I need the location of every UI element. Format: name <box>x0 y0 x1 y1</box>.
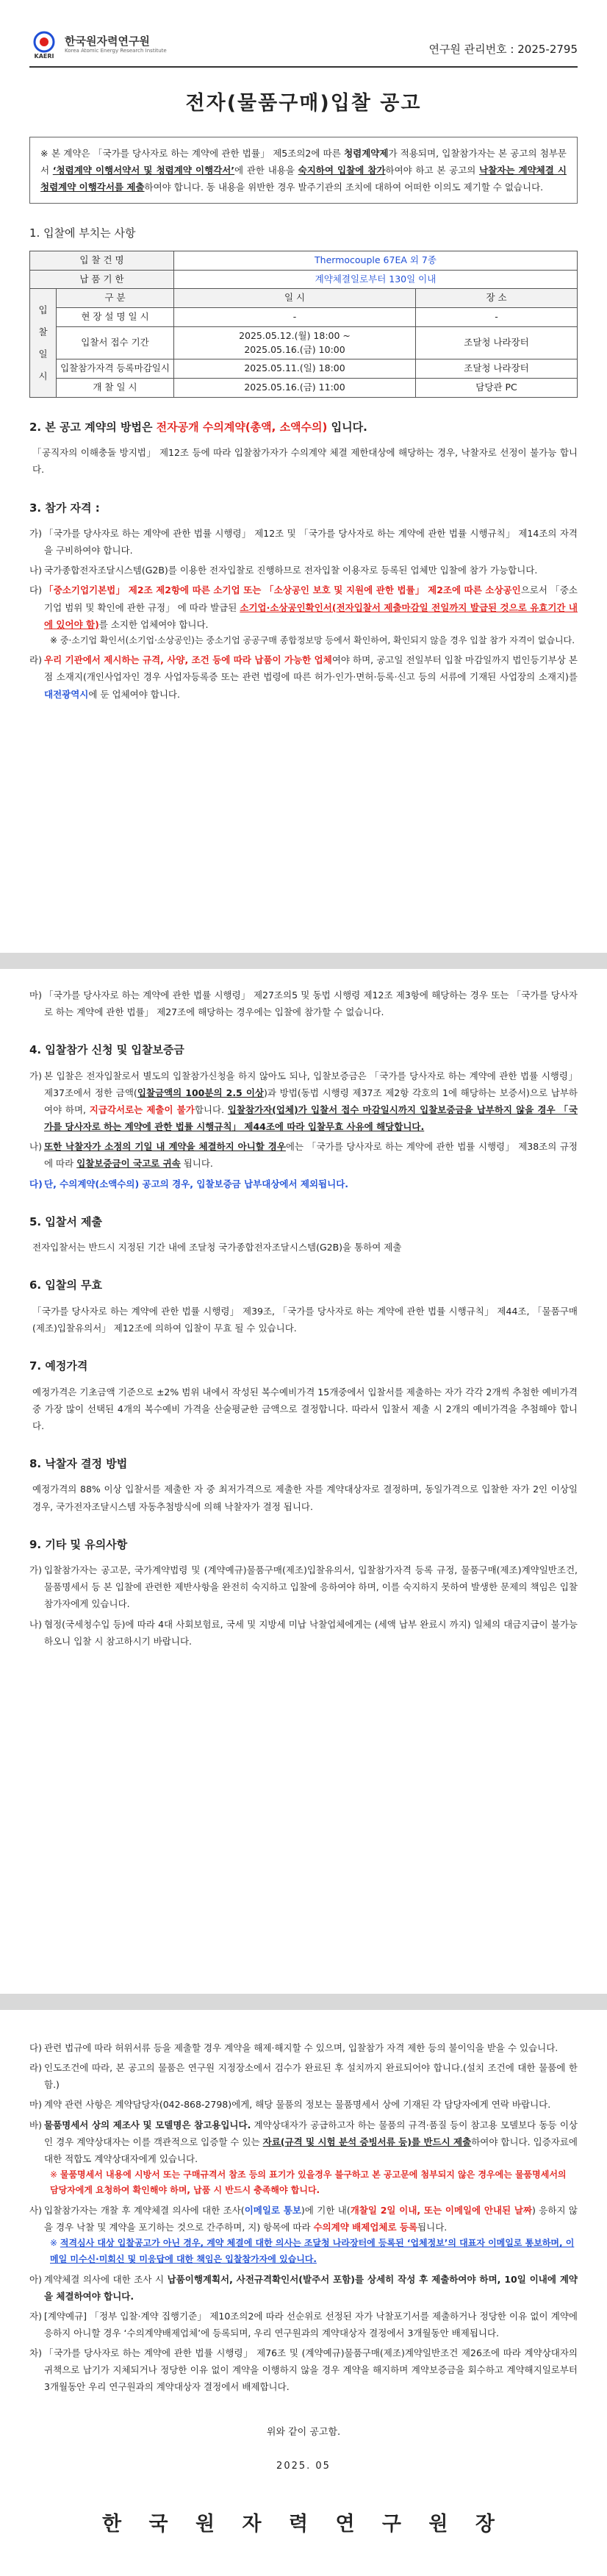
management-number: 연구원 관리번호 : 2025-2795 <box>428 42 578 56</box>
list-item: 자) [계약예규] 「정부 입찰·계약 집행기준」 제10조의2에 따라 선순위로 선정된 자가 낙찰포기서를 제출하거나 정당한 이유 없이 계약에 응하지 아니할 경우 ‘수의계약배제업체’에 등록되며, 우리 연구원과의 계약대상자 결정에서 3개월동안 배제됩니다. <box>29 2310 578 2339</box>
section-3-heading: 3. 참가 자격 : <box>29 501 100 515</box>
list-item: 다) 관련 법규에 따라 허위서류 등을 제출할 경우 계약을 해제·해지할 수 있으며, 입찰참가 자격 제한 등의 불이익을 받을 수 있습니다. <box>29 2042 558 2053</box>
bid-schedule-side-label: 입찰일시 <box>30 289 57 398</box>
list-item: 마) 「국가를 당사자로 하는 계약에 관한 법률 시행령」 제27조의5 및 동법 시행령 제12조 제3항에 해당하는 경우 또는 「국가를 당사자로 하는 계약에 관한 법률」 제27조에 해당하는 경우에는 입찰에 참가할 수 없습니다. <box>29 990 578 1018</box>
section-7-body: 예정가격은 기초금액 기준으로 ±2% 범위 내에서 작성된 복수예비가격 15개중에서 입찰서를 제출하는 자가 각각 2개씩 추첨한 예비가격 중 가장 많이 선택된 4개의 복수예비 가격을 산술평균한 금액으로 결정합니다. 따라서 입찰서 제출 시 2개의 예비가격을 추첨해야 합니다. <box>32 1386 578 1431</box>
section-6-heading: 6. 입찰의 무효 <box>29 1278 103 1292</box>
list-item: 가) 입찰참가자는 공고문, 국가계약법령 및 (계약예규)물품구매(제조)입찰유의서, 입찰참가자격 등록 규정, 물품구매(제조)계약일반조건, 물품명세서 등 본 입찰에 관련한 제반사항을 완전히 숙지하고 입찰에 응하여야 하며, 이를 숙지하지 못하여 발생한 문제의 책임은 입찰 참가자에게 있습니다. <box>29 1564 578 1610</box>
page-separator <box>0 953 607 969</box>
list-item: 마) 계약 관련 사항은 계약담당자(042-868-2798)에게, 해당 물품의 정보는 물품명세서 상에 기재된 각 담당자에게 연락 바랍니다. <box>29 2099 551 2111</box>
list-item: 가) 「국가를 당사자로 하는 계약에 관한 법률 시행령」 제12조 및 「국가를 당사자로 하는 계약에 관한 법률 시행규칙」 제14조의 자격을 구비하여야 합니다. <box>29 528 578 557</box>
kaeri-logo-icon <box>29 29 59 59</box>
page-title: 전자(물품구매)입찰 공고 <box>185 92 422 115</box>
list-item: 차) 「국가를 당사자로 하는 계약에 관한 법률 시행령」 제76조 및 (계약예규)물품구매(제조)계약일반조건 제26조에 따라 계약상대자의 귀책으로 납기가 지체되거나 정당한 이유 없이 계약을 이행하지 않을 경우 계약을 해지하며 계약보증금을 회수하고 계약해지일로부터 3개월동안 우리 연구원과의 계약대상자 결정에서 배제합니다. <box>29 2347 578 2393</box>
document-header <box>29 29 578 68</box>
section-4-heading: 4. 입찰참가 신청 및 입찰보증금 <box>29 1043 184 1057</box>
section-7-heading: 7. 예정가격 <box>29 1359 88 1373</box>
list-note: ※ 중·소기업 확인서(소기업·소상공인)는 중소기업 공공구매 종합정보망 등에서 확인하여, 확인되지 않을 경우 입찰 참가 자격이 없습니다. <box>50 634 575 645</box>
schedule-row: 입찰참가자격 등록마감일시 2025.05.11.(일) 18:00 조달청 나라장터 <box>30 359 578 379</box>
list-item: 나) 국가종합전자조달시스템(G2B)를 이용한 전자입찰로 진행하므로 전자입찰 이용자로 등록된 업체만 입찰에 참가 가능합니다. <box>29 565 538 576</box>
schedule-row: 개 찰 일 시 2025.05.16.(금) 11:00 담당관 PC <box>30 379 578 398</box>
notice-date: 2025. 05 <box>276 2461 331 2472</box>
list-item: 라) 우리 기관에서 제시하는 규격, 사양, 조건 등에 따라 납품이 가능한 업체여야 하며, 공고일 전일부터 입찰 마감일까지 법인등기부상 본점 소재지(개인사업자인 경우 사업자등록증 또는 관련 법령에 따른 허가·인가·면허·등록·신고 등의 서류에 기재된 사업장의 소재지)를 대전광역시에 둔 업체여야 합니다. <box>29 654 578 700</box>
list-item: 나) 협정(국세청수입 등)에 따라 4대 사회보험료, 국세 및 지방세 미납 낙찰업체에게는 (세액 납부 완료시 까지) 일체의 대금지급이 불가능하오니 입찰 시 참고하시기 바랍니다. <box>29 1618 578 1647</box>
section-8-heading: 8. 낙찰자 결정 방법 <box>29 1456 128 1470</box>
org-logo <box>29 29 167 59</box>
section-2-heading: 2. 본 공고 계약의 방법은 전자공개 수의계약(총액, 소액수의) 입니다. <box>29 420 367 434</box>
list-item: 나) 또한 낙찰자가 소정의 기일 내 계약을 체결하지 아니할 경우에는 「국가를 당사자로 하는 계약에 관한 법률 시행령」 제38조의 규정에 따라 입찰보증금이 국고로 귀속 됩니다. <box>29 1141 578 1170</box>
list-note: ※ 적격심사 대상 입찰공고가 아닌 경우, 계약 체결에 대한 의사는 조달청 나라장터에 등록된 ‘업체정보’의 대표자 이메일로 통보하며, 이메일 미수신·미회신 및 미응답에 대한 책임은 입찰참가자에 있습니다. <box>50 2238 575 2264</box>
page-3 <box>0 2010 607 2576</box>
section-1-heading: 1. 입찰에 부치는 사항 <box>29 226 136 240</box>
list-item: 가) 본 입찰은 전자입찰로서 별도의 입찰참가신청을 하지 않아도 되나, 입찰보증금은 「국가를 당사자로 하는 계약에 관한 법률 시행령」 제37조에서 정한 금액(입찰금액의 100분의 2.5 이상)과 방법(동법 시행령 제37조 제2항 각호의 1에 해당하는 보증서)으로 납부하여야 하며, 지급각서로는 제출이 불가합니다. 입찰참가자(업체)가 입찰서 접수 마감일시까지 입찰보증금을 납부하지 않을 경우 「국가를 당사자로 하는 계약에 관한 법률 시행규칙」 제44조에 따라 입찰무효 사유에 해당합니다. <box>29 1070 578 1133</box>
signer: 한 국 원 자 력 연 구 원 장 <box>102 2512 505 2536</box>
schedule-row: 현 장 설 명 일 시 - - <box>30 308 578 327</box>
org-name-en: Korea Atomic Energy Research Institute <box>65 47 167 54</box>
closing-text: 위와 같이 공고함. <box>266 2427 341 2439</box>
page-separator <box>0 1994 607 2010</box>
section-5-body: 전자입찰서는 반드시 지정된 기간 내에 조달청 국가종합전자조달시스템(G2B)을 통하여 제출 <box>32 1242 402 1253</box>
list-item: 다) 단, 수의계약(소액수의) 공고의 경우, 입찰보증금 납부대상에서 제외됩니다. <box>29 1178 349 1189</box>
list-item: 다) 「중소기업기본법」 제2조 제2항에 따른 소기업 또는 「소상공인 보호 및 지원에 관한 법률」 제2조에 따른 소상공인으로서 「중소기업 범위 및 확인에 관한 규정」 에 따라 발급된 소기업·소상공인확인서(전자입찰서 제출마감일 전일까지 발급된 것으로 유효기간 내에 있어야 함)를 소지한 업체여야 합니다. <box>29 584 578 630</box>
section-2-body: 「공직자의 이해충돌 방지법」 제12조 등에 따라 입찰참가자가 수의계약 체결 제한대상에 해당하는 경우, 낙찰자로 선정이 불가능 합니다. <box>32 447 578 476</box>
list-item: 바) 물품명세서 상의 제조사 및 모델명은 참고용입니다. 계약상대자가 공급하고자 하는 물품의 규격·품질 등이 참고용 모델보다 동등 이상인 경우 계약상대자는 이를 객관적으로 입증할 수 있는 자료(규격 및 시험 분석 증빙서류 등)를 반드시 제출하여야 합니다. 입증자료에 대한 적합도 계약상대자에게 있습니다. <box>29 2119 578 2164</box>
bid-info-table: 입 찰 건 명 Thermocouple 67EA 외 7종 납 품 기 한 계약체결일로부터 130일 이내 입찰일시 구 분 일 시 장 소 현 장 설 명 일 시 - - 입찰서 접수 기간 2025.05.12.(월) 18:00 ~ 2025.05.16.(금) 10:00 조달청 나라장터 입찰참가자격 등록마감일시 2025.05.11.(일) 18:00 조달청 나라장터 개 찰 일 시 2025.05.16.(금) 11:00 담당관 PC <box>29 251 578 398</box>
schedule-row: 입찰서 접수 기간 2025.05.12.(월) 18:00 ~ 2025.05.16.(금) 10:00 조달청 나라장터 <box>30 326 578 359</box>
page-1 <box>0 0 607 953</box>
bid-item-name: Thermocouple 67EA 외 7종 <box>174 251 578 270</box>
section-6-body: 「국가를 당사자로 하는 계약에 관한 법률 시행령」 제39조, 「국가를 당사자로 하는 계약에 관한 법률 시행규칙」 제44조, 「물품구매(제조)입찰유의서」 제12조에 의하여 입찰이 무효 될 수 있습니다. <box>32 1305 578 1334</box>
section-5-heading: 5. 입찰서 제출 <box>29 1214 103 1228</box>
page-2 <box>0 969 607 1994</box>
section-9-heading: 9. 기타 및 유의사항 <box>29 1537 128 1551</box>
list-item: 아) 계약체결 의사에 대한 조사 시 납품이행계획서, 사전규격확인서(발주서 포함)를 상세히 작성 후 제출하여야 하며, 10일 이내에 계약을 체결하여야 합니다. <box>29 2273 578 2302</box>
delivery-deadline: 계약체결일로부터 130일 이내 <box>174 270 578 289</box>
svg-text:KAERI: KAERI <box>34 53 54 59</box>
section-8-body: 예정가격의 88% 이상 입찰서를 제출한 자 중 최저가격으로 제출한 자를 계약대상자로 결정하며, 동일가격으로 입찰한 자가 2인 이상일 경우, 국가전자조달시스템 자동추첨방식에 의해 낙찰자가 결정 됩니다. <box>32 1484 578 1512</box>
list-note: ※ 물품명세서 내용에 시방서 또는 구매규격서 참조 등의 표기가 있을경우 불구하고 본 공고문에 첨부되지 않은 경우에는 물품명세서의 담당자에게 요청하여 확인해야 하며, 납품 시 반드시 충족해야 합니다. <box>50 2169 567 2196</box>
list-item: 사) 입찰참가자는 개찰 후 계약체결 의사에 대한 조사(이메일로 통보)에 기한 내(개찰일 2일 이내, 또는 이메일에 안내된 날짜) 응하지 않을 경우 낙찰 및 계약을 포기하는 것으로 간주하며, 지) 항목에 따라 수의계약 배제업체로 등록됩니다. <box>29 2205 578 2233</box>
list-item: 라) 인도조건에 따라, 본 공고의 물품은 연구원 지정장소에서 검수가 완료된 후 설치까지 완료되어야 합니다.(설치 조건에 대한 물품에 한함.) <box>29 2062 578 2091</box>
org-name-ko: 한국원자력연구원 <box>65 34 150 48</box>
integrity-notice: ※ 본 계약은 「국가를 당사자로 하는 계약에 관한 법률」 제5조의2에 따른 청렴계약제가 적용되며, 입찰참가자는 본 공고의 첨부문서 ‘청렴계약 이행서약서 및 청렴계약 이행각서’에 관한 내용을 숙지하여 입찰에 참가하여야 하고 본 공고의 낙찰자는 계약체결 시 청렴계약 이행각서를 제출하여야 합니다. 동 내용을 위반한 경우 발주기관의 조치에 대하여 어떠한 이의도 제기할 수 없습니다. <box>29 137 578 204</box>
